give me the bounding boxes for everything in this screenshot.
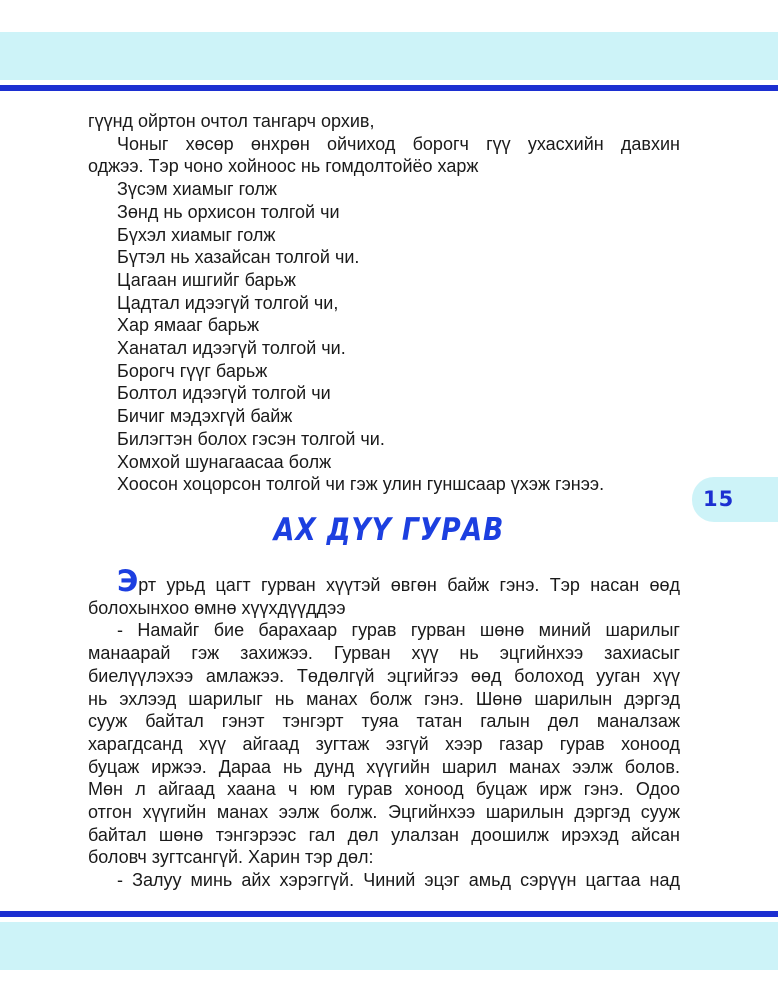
poem-text-block <box>88 110 680 496</box>
story-text-block <box>88 564 680 892</box>
story-line: Мөн л айгаад хаана ч юм гурав хоноод буцаж ирж гэнэ. Одоо <box>88 779 680 800</box>
story-first-line-text: рт урьд цагт гурван хүүтэй өвгөн байж гэнэ. Тэр насан өөд <box>138 575 680 595</box>
story-title: АХ ДҮҮ ГУРАВ <box>273 512 505 548</box>
story-line: отгон хүүгийн манах ээлж болж. Эцгийнхээ шарилын дэргэд сууж <box>88 802 680 823</box>
poem-line: Хоосон хоцорсон толгой чи гэж улин гуншсаар үхэж гэнээ. <box>117 474 605 495</box>
poem-line: Зүсэм хиамыг голж <box>117 179 277 200</box>
poem-line: Борогч гүүг барьж <box>117 360 268 381</box>
footer-band <box>0 922 778 970</box>
story-line: нь эхлээд шарилыг нь манах болж гэнэ. Шөнө шарилын дэргэд <box>88 688 680 709</box>
footer-rule <box>0 911 778 917</box>
poem-line: Хомхой шунагаасаа болж <box>117 451 332 472</box>
story-line: боловч зугтсангүй. Харин тэр дөл: <box>88 847 374 868</box>
drop-cap: Э <box>117 564 139 598</box>
story-line: байтал шөнө тэнгэрээс гал дөл улалзан доошилж ирэхэд айсан <box>88 824 680 845</box>
story-line: - Намайг бие барахаар гурав гурван шөнө миний шарилыг <box>117 620 680 641</box>
poem-line: Бүхэл хиамыг голж <box>117 224 276 245</box>
poem-line: Зөнд нь орхисон толгой чи <box>117 201 340 222</box>
story-line: болохынхоо өмнө хүүхдүүддээ <box>88 597 346 618</box>
story-line: - Залуу минь айх хэрэггүй. Чиний эцэг амьд сэрүүн цагтаа над <box>117 870 680 891</box>
poem-line: Болтол идээгүй толгой чи <box>117 383 331 404</box>
poem-line: гүүнд ойртон очтол тангарч орхив, <box>88 111 375 131</box>
header-rule <box>0 85 778 91</box>
poem-line: Чоныг хөсөр өнхрөн ойчиход борогч гүү ухасхийн давхин <box>117 133 680 154</box>
page-number: 15 <box>703 487 735 511</box>
poem-line: Бичиг мэдэхгүй байж <box>117 406 293 427</box>
story-line: манаарай гэж захижээ. Гурван хүү нь эцгийнхээ захиасыг <box>88 643 680 664</box>
header-band <box>0 32 778 80</box>
story-lines <box>88 597 680 892</box>
poem-line: Хар ямааг барьж <box>117 315 260 336</box>
poem-line: Цадтал идээгүй толгой чи, <box>117 292 339 313</box>
story-line: харагдсанд хүү айгаад зугтаж эзгүй хээр газар гурав хоноод <box>88 733 680 754</box>
poem-line: Бүтэл нь хазайсан толгой чи. <box>117 247 360 268</box>
story-line: сууж байтал гэнэт тэнгэрт туяа татан галын дөл маналзаж <box>88 711 680 732</box>
poem-line: оджээ. Тэр чоно хойноос нь гомдолтойёо харж <box>88 156 479 177</box>
poem-line: Ханатал идээгүй толгой чи. <box>117 338 346 359</box>
story-line: буцаж иржээ. Дараа нь дунд хүүгийн шарил манах ээлж болов. <box>88 756 680 777</box>
poem-line: Билэгтэн болох гэсэн толгой чи. <box>117 428 385 449</box>
story-first-line <box>88 564 680 598</box>
story-line: биелүүлэхээ амлажээ. Төдөлгүй эцгийгээ өөд болоход ууган хүү <box>88 665 680 686</box>
poem-line: Цагаан ишгийг барьж <box>117 269 296 290</box>
